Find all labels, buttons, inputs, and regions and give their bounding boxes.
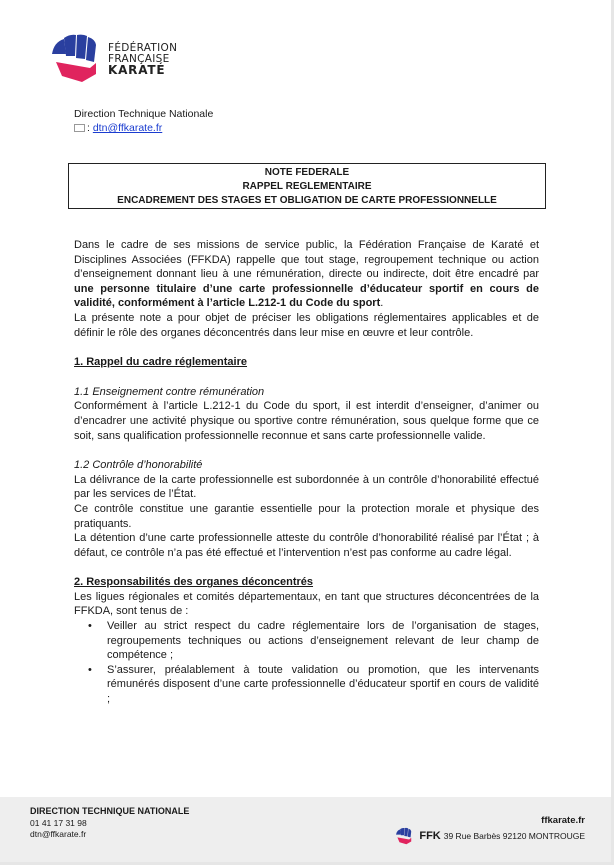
footer-brand: FFK [419,830,441,842]
section1-1-heading: 1.1 Enseignement contre rémunération [74,385,265,398]
title-line3: ENCADREMENT DES STAGES ET OBLIGATION DE CARTE PROFESSIONNELLE [117,195,497,206]
section1-2-p1: La délivrance de la carte professionnelle est subordonnée à un contrôle d’honorabilité effectué par les services de l’État. [74,473,539,501]
footer-address-block [394,815,585,845]
footer-title: DIRECTION TECHNIQUE NATIONALE [30,806,190,816]
logo-line1: FÉDÉRATION [108,42,178,54]
section1-2-heading: 1.2 Contrôle d’honorabilité [74,459,203,472]
intro-paragraph-2: La présente note a pour objet de préciser les obligations réglementaires applicables et de définir le rôle des organes déconcentrés dans leur mise en œuvre et leur contrôle. [74,311,539,339]
ffk-small-logo-icon [394,827,416,845]
email-link[interactable]: dtn@ffkarate.fr [92,122,163,134]
section2-heading: 2. Responsabilités des organes déconcentrés [74,576,314,589]
section1-1-text: Conformément à l’article L.212-1 du Code du sport, il est interdit d’enseigner, d’animer ou d’encadrer une activité physique ou sportive contre rémunération, sous quelque forme que ce soit, sans qualification professionnelle reconnue et sans carte professionnelle valide. [74,400,539,442]
footer-website: ffkarate.fr [541,815,585,826]
sender-block: Direction Technique Nationale : dtn@ffkarate.fr [74,108,214,134]
page-footer [0,797,611,862]
title-line1: NOTE FEDERALE [264,167,350,178]
logo-wordmark [108,43,177,76]
footer-address: 39 Rue Barbès 92120 MONTROUGE [443,831,585,841]
section1-2-p3: La détention d’une carte professionnelle atteste du contrôle d’honorabilité réalisé par l’État ; à défaut, ce contrôle n’a pas été effectué et l’intervention n’est pas conforme au cadre légal. [74,532,539,559]
envelope-icon [74,124,85,132]
title-line2: RAPPEL REGLEMENTAIRE [242,181,372,192]
list-item: • S’assurer, préalablement à toute validation ou promotion, que les intervenants rémunérés disposent d’une carte professionnelle d’éducateur sportif en cours de validité ; [107,663,539,707]
logo-line2: FRANÇAISE [108,53,170,65]
title-box [68,163,546,209]
section2-intro: Les ligues régionales et comités départementaux, en tant que structures déconcentrées de la FFKDA, sont tenus de : [74,590,539,618]
intro-paragraph: Dans le cadre de ses missions de service public, la Fédération Française de Karaté et Disciplines Associées (FFKDA) rappelle que tout stage, regroupement technique ou action d’enseignement donnant lieu à une rémunération, directe ou indirecte, doit être encadré par une personne titulaire d’une carte professionnelle d’éducateur sportif en cours de validité, conformément à l’article L.212-1 du Code du sport. [74,239,539,310]
document-body [74,238,539,707]
footer-contact [30,806,189,841]
section2-bullets [74,619,539,707]
logo-line3: KARATÉ [108,63,166,77]
ffk-logo [50,32,190,84]
footer-phone: 01 41 17 31 98 [30,817,87,828]
list-item: • Veiller au strict respect du cadre réglementaire lors de l’organisation de stages, regroupements techniques ou actions d’enseignement relevant de leur champ de compétence ; [107,619,539,663]
karate-fist-icon [50,32,106,84]
section1-heading: 1. Rappel du cadre réglementaire [74,356,248,369]
footer-email: dtn@ffkarate.fr [30,829,87,839]
department-name: Direction Technique Nationale [74,108,214,120]
section1-2-p2: Ce contrôle constitue une garantie essentielle pour la protection morale et physique des pratiquants. [74,502,539,530]
